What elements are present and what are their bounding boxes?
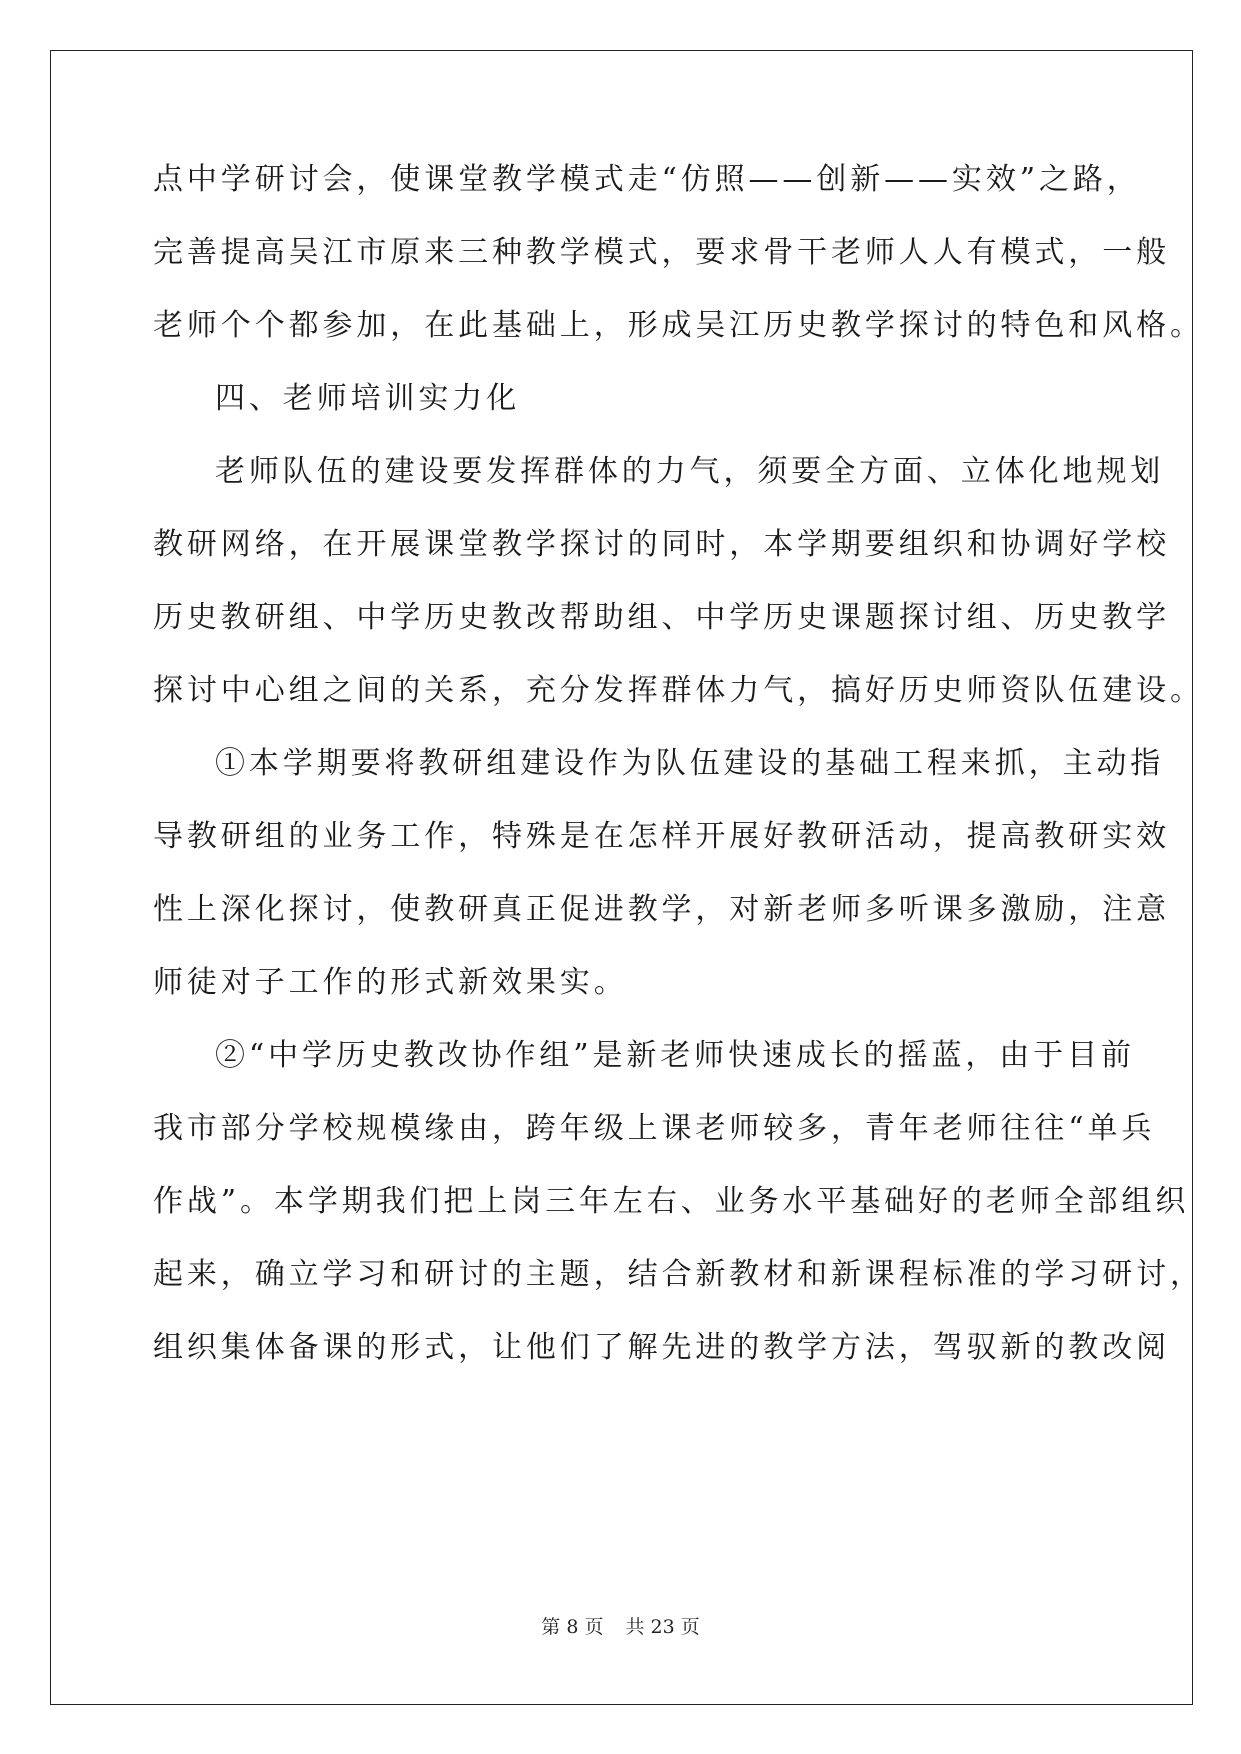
text-line: 我市部分学校规模缘由，跨年级上课老师较多，青年老师往往“单兵: [153, 1111, 1156, 1146]
text-line: 点中学研讨会，使课堂教学模式走“仿照——创新——实效”之路，: [153, 162, 1141, 197]
paragraph-start-line: 老师队伍的建设要发挥群体的力气，须要全方面、立体化地规划: [215, 454, 1165, 489]
page-total: 共 23 页: [625, 1616, 700, 1638]
text-line: 教研网络，在开展课堂教学探讨的同时，本学期要组织和协调好学校: [153, 527, 1170, 562]
text-line: 起来，确立学习和研讨的主题，结合新教材和新课程标准的学习研讨，: [153, 1257, 1204, 1292]
paragraph-start-line: ①本学期要将教研组建设作为队伍建设的基础工程来抓，主动指: [215, 746, 1165, 781]
text-line: 探讨中心组之间的关系，充分发挥群体力气，搞好历史师资队伍建设。: [153, 673, 1204, 708]
page-border: [50, 50, 1193, 1705]
text-line: 老师个个都参加，在此基础上，形成吴江历史教学探讨的特色和风格。: [153, 308, 1204, 343]
section-heading: 四、老师培训实力化: [215, 381, 521, 416]
text-line: 作战”。本学期我们把上岗三年左右、业务水平基础好的老师全部组织: [153, 1184, 1190, 1219]
text-line: 性上深化探讨，使教研真正促进教学，对新老师多听课多激励，注意: [153, 892, 1170, 927]
text-line: 历史教研组、中学历史教改帮助组、中学历史课题探讨组、历史教学: [153, 600, 1170, 635]
text-line: 组织集体备课的形式，让他们了解先进的教学方法，驾驭新的教改阅: [153, 1330, 1170, 1365]
page-number: 第 8 页: [541, 1616, 604, 1638]
page-footer: [0, 1612, 1241, 1639]
paragraph-start-line: ②“中学历史教改协作组”是新老师快速成长的摇蓝，由于目前: [215, 1038, 1135, 1073]
text-line: 导教研组的业务工作，特殊是在怎样开展好教研活动，提高教研实效: [153, 819, 1170, 854]
text-line: 师徒对子工作的形式新效果实。: [153, 965, 628, 1000]
text-line: 完善提高吴江市原来三种教学模式，要求骨干老师人人有模式，一般: [153, 235, 1170, 270]
